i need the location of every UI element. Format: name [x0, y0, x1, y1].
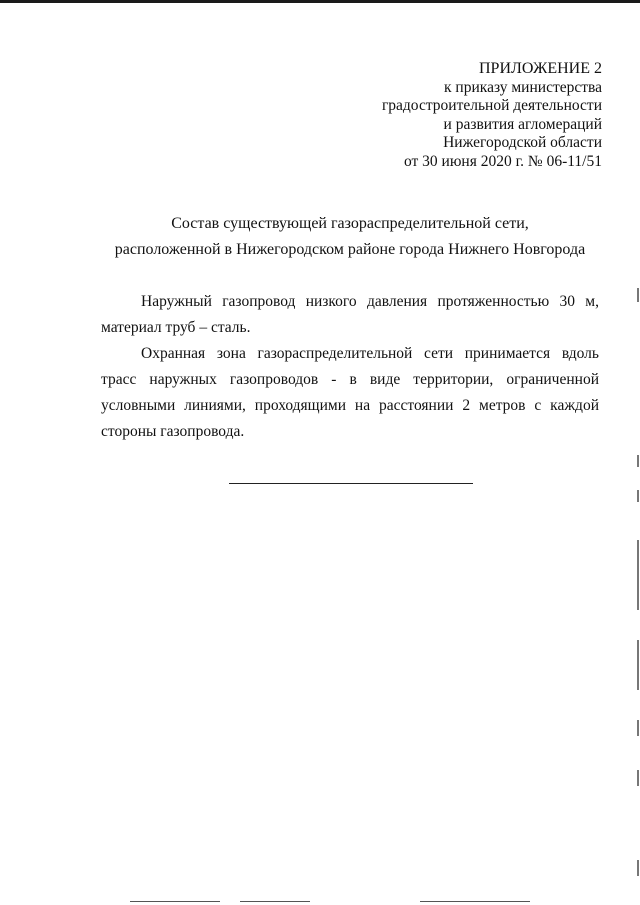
body-paragraph — [101, 341, 599, 445]
annex-title: ПРИЛОЖЕНИЕ 2 — [478, 60, 602, 77]
annex-header — [382, 60, 602, 171]
document-title-line: Состав существующей газораспределительной сети, — [171, 215, 529, 232]
scan-bottom-segment — [240, 901, 310, 902]
scan-bottom-segment — [130, 901, 220, 902]
annex-header-line: и развития агломераций — [443, 115, 602, 133]
body-paragraph — [101, 289, 599, 341]
order-date-number: от 30 июня 2020 г. № 06-11/51 — [403, 152, 602, 170]
paragraph-text: Наружный газопровод низкого давления протяженностью 30 м, материал труб – сталь. — [101, 293, 599, 336]
scan-edge-mark — [637, 860, 639, 876]
scan-edge-mark — [637, 540, 639, 610]
scan-edge-mark — [637, 490, 639, 502]
annex-header-line: к приказу министерства — [444, 78, 602, 96]
paragraph-text: Охранная зона газораспределительной сети принимается вдоль трасс наружных газопроводов - в виде территории, ограниченной условными линиями, проходящими на расстоянии 2 метров с каждой стороны газопровода. — [101, 345, 599, 440]
scan-bottom-border — [0, 899, 640, 905]
document-title — [0, 211, 640, 263]
annex-header-line: градостроительной деятельности — [381, 97, 602, 114]
scan-top-border — [0, 0, 640, 3]
scan-edge-mark — [637, 455, 639, 467]
scan-edge-mark — [637, 288, 639, 302]
document-title-line: расположенной в Нижегородском районе города Нижнего Новгорода — [114, 241, 586, 258]
scan-bottom-segment — [420, 901, 530, 902]
scan-edge-mark — [637, 770, 639, 786]
annex-header-line: Нижегородской области — [443, 134, 602, 151]
closing-divider — [229, 483, 473, 484]
scan-edge-mark — [637, 720, 639, 736]
scan-edge-mark — [637, 640, 639, 690]
